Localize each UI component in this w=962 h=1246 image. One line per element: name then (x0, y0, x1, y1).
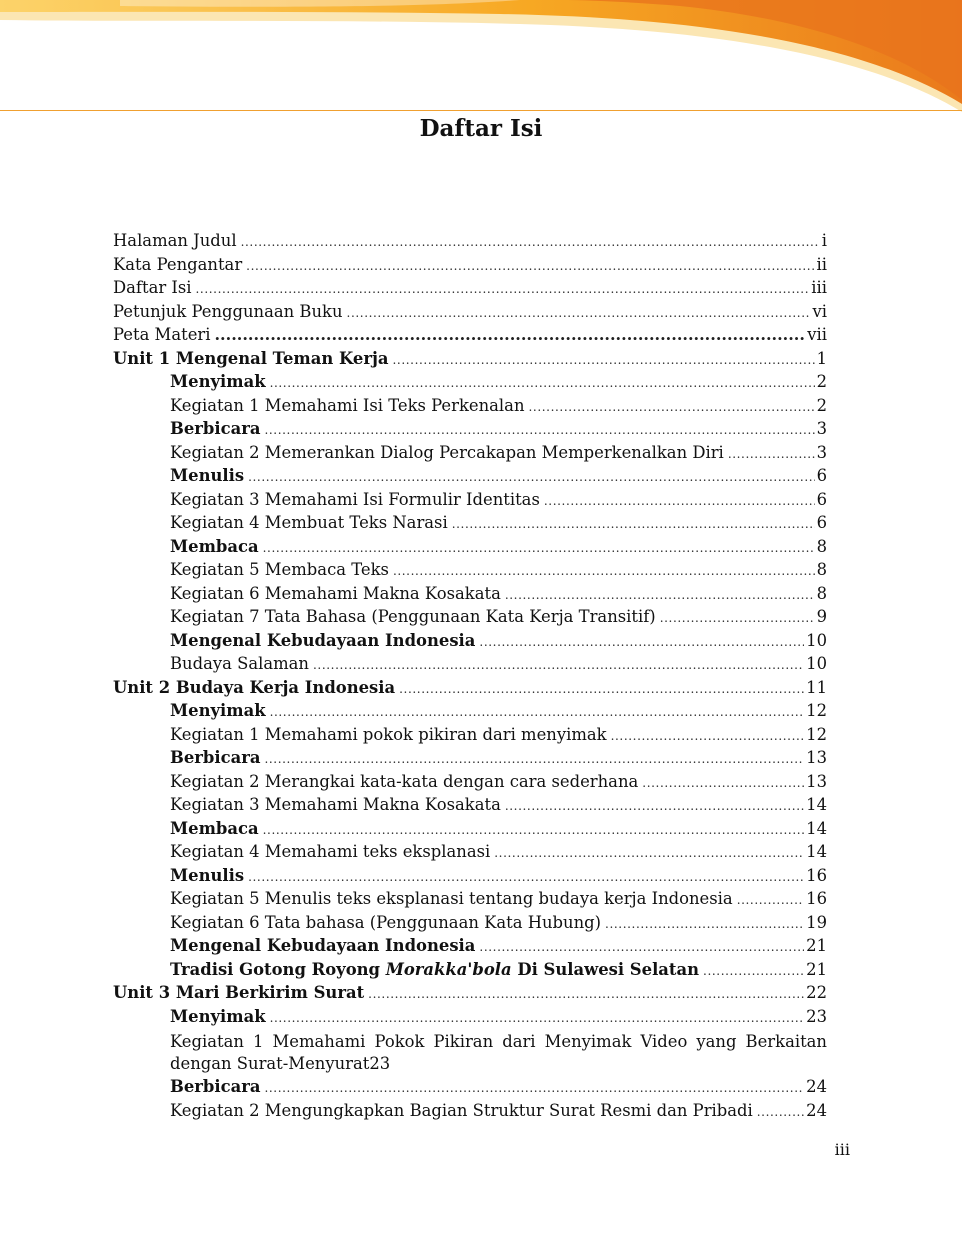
dot-leader (479, 635, 804, 649)
dot-leader (605, 917, 804, 931)
dot-leader (270, 1011, 805, 1025)
dot-leader (393, 353, 815, 367)
toc-entry-label: Budaya Salaman (170, 654, 309, 673)
toc-entry-label (170, 960, 699, 979)
toc-page-number: 3 (816, 419, 827, 438)
dot-leader (393, 564, 815, 578)
toc-page-number: 9 (816, 607, 827, 626)
toc-entry[interactable] (113, 748, 827, 772)
dot-leader (660, 611, 815, 625)
table-of-contents (113, 231, 827, 1124)
toc-entry-label: Kegiatan 4 Memahami teks eksplanasi (170, 842, 491, 861)
toc-entry-label: Kegiatan 2 Mengungkapkan Bagian Struktur Surat Resmi dan Pribadi (170, 1100, 753, 1120)
toc-entry[interactable] (113, 725, 827, 749)
toc-entry-label: Menyimak (170, 1006, 266, 1026)
toc-page-number: i (821, 231, 827, 250)
toc-entry[interactable] (113, 396, 827, 420)
toc-entry[interactable] (113, 466, 827, 490)
toc-page-number: 16 (806, 865, 827, 885)
toc-entry[interactable] (113, 913, 827, 937)
toc-entry-label: Membaca (170, 818, 259, 838)
toc-entry-label: Kegiatan 6 Memahami Makna Kosakata (170, 583, 501, 603)
toc-entry[interactable] (113, 537, 827, 561)
toc-entry[interactable] (113, 678, 827, 702)
toc-entry-label-italic: Morakka'bola (385, 959, 512, 979)
dot-leader (642, 776, 804, 790)
toc-entry-label-part: Di Sulawesi Selatan (511, 959, 700, 979)
toc-entry[interactable] (113, 631, 827, 655)
toc-page-number: 6 (816, 513, 827, 532)
toc-entry[interactable] (113, 372, 827, 396)
dot-leader (248, 470, 814, 484)
toc-entry-label-part: Tradisi Gotong Royong (170, 959, 386, 979)
toc-page-number: 8 (816, 583, 827, 603)
toc-page-number: 22 (806, 983, 827, 1002)
toc-entry[interactable] (113, 983, 827, 1007)
toc-entry-label: Peta Materi (113, 325, 211, 344)
toc-entry-label: Mengenal Kebudayaan Indonesia (170, 936, 476, 955)
dot-leader (505, 588, 815, 602)
dot-leader (494, 846, 804, 860)
toc-page-number: 23 (369, 1053, 391, 1073)
dot-leader (246, 259, 814, 273)
dot-leader (214, 325, 805, 344)
toc-entry-label: Membaca (170, 536, 259, 556)
toc-page-number: 11 (806, 677, 827, 697)
toc-entry[interactable] (113, 960, 827, 984)
toc-entry-line2 (170, 1054, 827, 1078)
toc-entry[interactable] (113, 443, 827, 467)
dot-leader (264, 1081, 804, 1095)
toc-entry[interactable] (113, 772, 827, 796)
toc-entry-label: Kata Pengantar (113, 254, 243, 274)
toc-page-number: 6 (816, 489, 827, 509)
dot-leader (452, 517, 815, 531)
toc-page-number: ii (816, 254, 827, 274)
toc-entry-label: Kegiatan 3 Memahami Isi Formulir Identitas (170, 489, 540, 509)
toc-page-number: 21 (806, 936, 827, 955)
toc-page-number: iii (811, 278, 827, 297)
dot-leader (264, 423, 814, 437)
dot-leader (399, 682, 804, 696)
dot-leader (270, 376, 815, 390)
toc-page-number: 8 (816, 560, 827, 579)
dot-leader (313, 658, 804, 672)
dot-leader (248, 870, 804, 884)
dot-leader (728, 447, 815, 461)
toc-entry[interactable] (113, 654, 827, 678)
toc-entry-label: Berbicara (170, 1077, 261, 1096)
toc-entry[interactable] (113, 513, 827, 537)
toc-entry[interactable] (113, 231, 827, 255)
toc-page-number: vii (807, 325, 827, 344)
toc-page-number: 23 (806, 1006, 827, 1026)
dot-leader (703, 964, 804, 978)
toc-entry[interactable] (113, 936, 827, 960)
toc-entry[interactable] (113, 819, 827, 843)
toc-entry[interactable] (113, 701, 827, 725)
toc-entry-label: Kegiatan 1 Memahami Isi Teks Perkenalan (170, 395, 525, 415)
toc-entry-label: Kegiatan 2 Memerankan Dialog Percakapan Memperkenalkan Diri (170, 442, 724, 462)
dot-leader (737, 893, 804, 907)
dot-leader (241, 235, 820, 249)
toc-entry[interactable] (113, 325, 827, 349)
toc-entry[interactable] (113, 1007, 827, 1031)
toc-entry[interactable] (113, 795, 827, 819)
header-banner (0, 0, 962, 112)
toc-entry-label: Kegiatan 5 Membaca Teks (170, 560, 389, 579)
toc-page-number: 12 (806, 724, 827, 744)
toc-entry[interactable] (113, 255, 827, 279)
toc-page-number: 19 (806, 912, 827, 932)
toc-page-number: 12 (806, 701, 827, 720)
toc-entry-label: Kegiatan 2 Merangkai kata-kata dengan cara sederhana (170, 771, 639, 791)
toc-page-number: 3 (816, 442, 827, 462)
toc-page-number: 14 (806, 842, 827, 861)
toc-page-number: 2 (816, 372, 827, 391)
dot-leader (505, 799, 804, 813)
toc-entry[interactable] (113, 889, 827, 913)
toc-entry-label: Kegiatan 1 Memahami pokok pikiran dari menyimak (170, 724, 607, 744)
dot-leader (611, 729, 805, 743)
toc-entry-label: Menulis (170, 466, 245, 485)
page-title: Daftar Isi (419, 115, 543, 142)
toc-entry[interactable] (113, 584, 827, 608)
toc-entry-label: Mengenal Kebudayaan Indonesia (170, 630, 476, 650)
toc-entry[interactable] (113, 842, 827, 866)
dot-leader (263, 541, 815, 555)
toc-page-number: 10 (806, 630, 827, 650)
toc-page-number: 2 (816, 395, 827, 415)
dot-leader (263, 823, 805, 837)
dot-leader (196, 282, 810, 296)
toc-page-number: 14 (806, 795, 827, 814)
toc-entry-label: Berbicara (170, 748, 261, 767)
dot-leader (479, 940, 804, 954)
toc-entry-label: Kegiatan 7 Tata Bahasa (Penggunaan Kata Kerja Transitif) (170, 607, 656, 626)
toc-entry-label: Unit 1 Mengenal Teman Kerja (113, 348, 389, 368)
toc-page-number: 1 (816, 348, 827, 368)
toc-entry-label: Berbicara (170, 419, 261, 438)
toc-entry[interactable] (113, 419, 827, 443)
toc-page-number: vi (812, 301, 827, 321)
toc-page-number: 8 (816, 536, 827, 556)
toc-page-number: 14 (806, 818, 827, 838)
dot-leader (544, 494, 815, 508)
toc-page-number: 13 (806, 748, 827, 767)
toc-entry[interactable] (113, 349, 827, 373)
toc-entry[interactable] (113, 866, 827, 890)
toc-entry-label: Kegiatan 5 Menulis teks eksplanasi tentang budaya kerja Indonesia (170, 889, 733, 908)
dot-leader (264, 752, 804, 766)
toc-entry-label: Daftar Isi (113, 278, 192, 297)
toc-entry[interactable] (113, 1030, 827, 1077)
toc-entry[interactable] (113, 302, 827, 326)
toc-entry-label: Halaman Judul (113, 231, 237, 250)
toc-entry-label: Kegiatan 6 Tata bahasa (Penggunaan Kata Hubung) (170, 912, 602, 932)
toc-page-number: 21 (806, 959, 827, 979)
toc-entry[interactable] (113, 278, 827, 302)
toc-entry[interactable] (113, 1077, 827, 1101)
toc-entry[interactable] (113, 1101, 827, 1125)
dot-leader (270, 705, 805, 719)
toc-page-number: 16 (806, 889, 827, 908)
toc-entry[interactable] (113, 560, 827, 584)
toc-entry[interactable] (113, 607, 827, 631)
toc-entry-label: Menyimak (170, 701, 266, 720)
toc-entry-label-line2: dengan Surat-Menyurat (170, 1053, 370, 1073)
toc-page-number: 13 (806, 771, 827, 791)
toc-page-number: 24 (806, 1077, 827, 1096)
toc-page-number: 6 (816, 466, 827, 485)
toc-entry-label: Kegiatan 1 Memahami Pokok Pikiran dari Menyimak Video yang Berkaitan (170, 1032, 827, 1051)
toc-entry-label: Menulis (170, 865, 245, 885)
dot-leader (529, 400, 815, 414)
page-number: iii (834, 1140, 850, 1159)
toc-entry-label: Petunjuk Penggunaan Buku (113, 301, 343, 321)
toc-entry-label: Menyimak (170, 372, 266, 391)
dot-leader (347, 306, 811, 320)
dot-leader (757, 1105, 804, 1119)
toc-page-number: 10 (806, 654, 827, 673)
toc-entry-label: Unit 3 Mari Berkirim Surat (113, 983, 365, 1002)
toc-page-number: 24 (806, 1100, 827, 1120)
toc-entry[interactable] (113, 490, 827, 514)
toc-entry-label: Kegiatan 3 Memahami Makna Kosakata (170, 795, 501, 814)
toc-entry-label: Kegiatan 4 Membuat Teks Narasi (170, 513, 448, 532)
dot-leader (368, 987, 804, 1001)
toc-entry-label: Unit 2 Budaya Kerja Indonesia (113, 677, 396, 697)
